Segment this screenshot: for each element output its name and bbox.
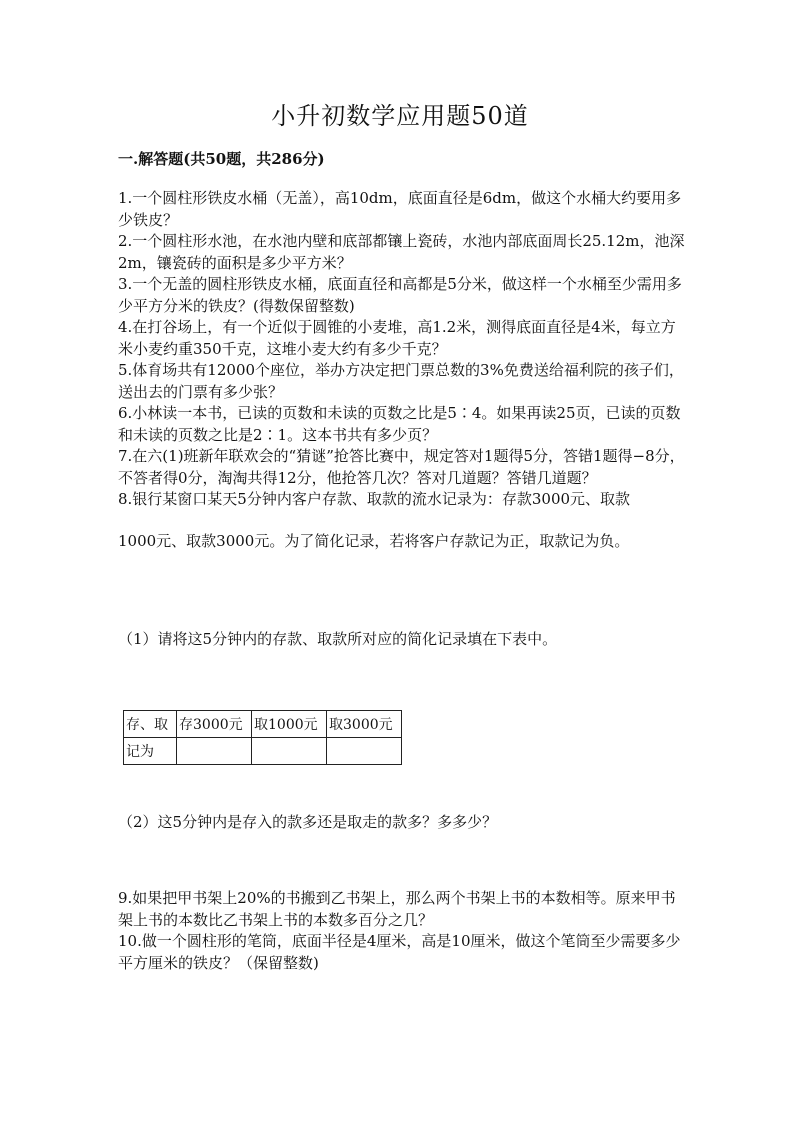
- table-row: [124, 738, 402, 765]
- question-2: 2.一个圆柱形水池，在水池内壁和底部都镶上瓷砖，水池内部底面周长25.12m，池深2m，镶瓷砖的面积是多少平方米？: [118, 232, 685, 272]
- answer-cell[interactable]: [177, 738, 252, 765]
- record-table: [123, 710, 402, 765]
- question-4: 4.在打谷场上，有一个近似于圆锥的小麦堆，高1.2米，测得底面直径是4米，每立方米小麦约重350千克，这堆小麦大约有多少千克？: [118, 318, 676, 358]
- question-1: 1.一个圆柱形铁皮水桶（无盖），高10dm，底面直径是6dm，做这个水桶大约要用多少铁皮？: [118, 189, 682, 229]
- table-cell: 存、取: [124, 711, 177, 738]
- question-8: 8.银行某窗口某天5分钟内客户存款、取款的流水记录为：存款3000元、取款: [118, 490, 631, 508]
- question-10: 10.做一个圆柱形的笔筒，底面半径是4厘米，高是10厘米，做这个笔筒至少需要多少平方厘米的铁皮？（保留整数): [118, 932, 681, 972]
- question-5: 5.体育场共有12000个座位，举办方决定把门票总数的3%免费送给福利院的孩子们，送出去的门票有多少张？: [118, 361, 684, 401]
- table-cell: 记为: [124, 738, 177, 765]
- question-list: [118, 188, 688, 552]
- question-9: 9.如果把甲书架上20%的书搬到乙书架上，那么两个书架上书的本数相等。原来甲书架上书的本数比乙书架上书的本数多百分之几？: [118, 889, 676, 929]
- table-cell: 存3000元: [177, 711, 252, 738]
- question-7: 7.在六(1)班新年联欢会的“猜谜”抢答比赛中，规定答对1题得5分，答错1题得−8分，不答者得0分，淘淘共得12分，他抢答几次？答对几道题？答错几道题？: [118, 447, 685, 487]
- question-list-continued: [118, 888, 688, 974]
- question-3: 3.一个无盖的圆柱形铁皮水桶，底面直径和高都是5分米，做这样一个水桶至少需用多少平方分米的铁皮？(得数保留整数): [118, 275, 682, 315]
- table-cell: 取1000元: [252, 711, 327, 738]
- question-6: 6.小林读一本书，已读的页数和未读的页数之比是5∶4。如果再读25页，已读的页数和未读的页数之比是2∶1。这本书共有多少页？: [118, 404, 681, 444]
- table-cell: 取3000元: [327, 711, 402, 738]
- question-8-part-2: （2）这5分钟内是存入的款多还是取走的款多？多多少？: [118, 813, 498, 831]
- page-title: 小升初数学应用题50道: [271, 102, 529, 130]
- answer-cell[interactable]: [327, 738, 402, 765]
- question-8-continued: 1000元、取款3000元。为了简化记录，若将客户存款记为正，取款记为负。: [118, 531, 630, 550]
- question-8-part-1: （1）请将这5分钟内的存款、取款所对应的简化记录填在下表中。: [118, 630, 558, 648]
- table-row: [124, 711, 402, 738]
- answer-cell[interactable]: [252, 738, 327, 765]
- section-heading: 一.解答题(共50题，共286分): [118, 150, 325, 168]
